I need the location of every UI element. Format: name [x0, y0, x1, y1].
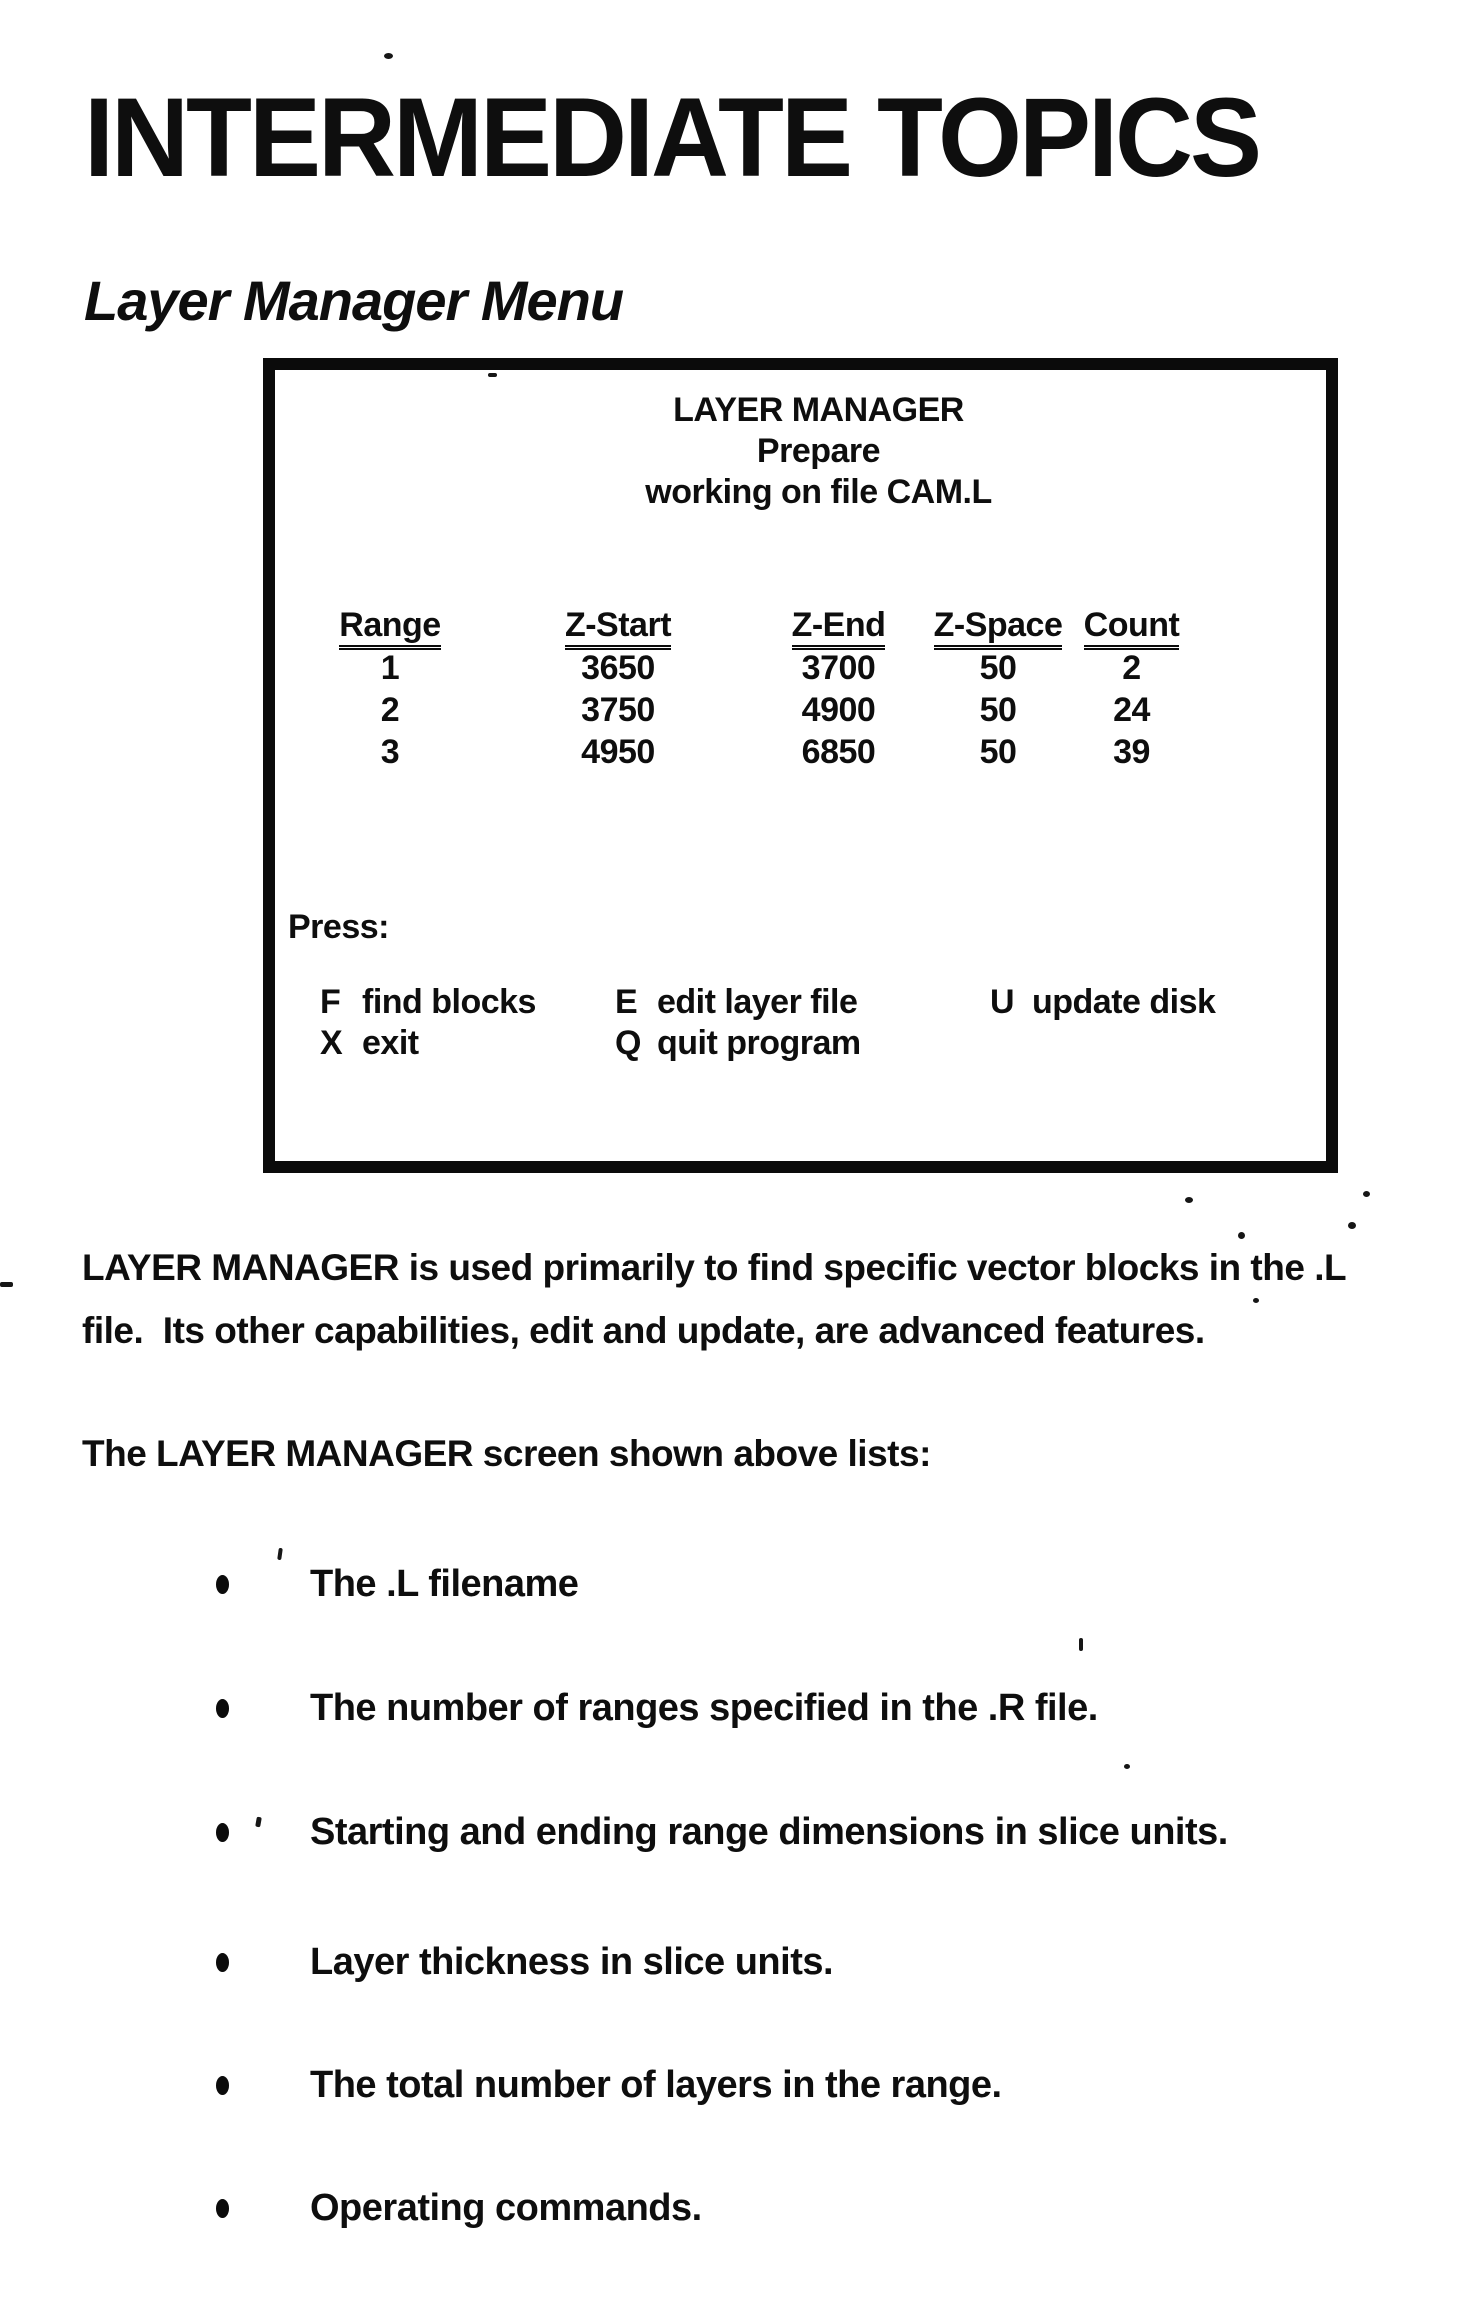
- command-key: Q: [615, 1024, 641, 1062]
- list-item-text: Operating commands.: [310, 2187, 702, 2229]
- list-item: [216, 1940, 1416, 1984]
- section-heading: Layer Manager Menu: [84, 269, 624, 332]
- command-label: find blocks: [362, 983, 536, 1021]
- table-cell: 50: [979, 649, 1017, 687]
- table-cell: 4900: [801, 691, 876, 729]
- scan-speck: [277, 1548, 283, 1560]
- scan-speck: [488, 373, 497, 377]
- page-title: INTERMEDIATE TOPICS: [84, 73, 1260, 200]
- table-cell: 2: [1122, 649, 1141, 687]
- command-exit: [320, 1023, 419, 1063]
- bullet-icon: [216, 1699, 229, 1718]
- scan-speck: [1079, 1638, 1083, 1651]
- table-cell: 24: [1113, 691, 1150, 729]
- table-column-range: [335, 607, 445, 773]
- table-cell: 50: [979, 691, 1017, 729]
- table-cell: 3700: [801, 649, 876, 687]
- scan-speck: [1253, 1298, 1259, 1303]
- list-lead-in: The LAYER MANAGER screen shown above lists:: [82, 1433, 931, 1474]
- command-label: update disk: [1032, 983, 1216, 1021]
- screen-header: LAYER MANAGER Prepare working on file CAM.L: [645, 391, 992, 511]
- bullet-icon: [216, 2199, 229, 2218]
- column-header-z-end: Z-End: [791, 607, 886, 647]
- table-column-z-end: [791, 607, 886, 773]
- table-column-count: [1079, 607, 1184, 773]
- intro-paragraph: LAYER MANAGER is used primarily to find specific vector blocks in the .L file. Its other capabilities, edit and update, are advanced features.: [82, 1247, 1347, 1351]
- command-label: exit: [362, 1024, 419, 1062]
- scan-speck: [1185, 1197, 1193, 1203]
- press-label: Press:: [288, 908, 389, 946]
- list-item-text: The .L filename: [310, 1563, 579, 1605]
- table-cell: 6850: [801, 733, 876, 771]
- table-cell: 3: [380, 733, 400, 771]
- bullet-icon: [216, 1575, 229, 1594]
- list-item: [216, 1810, 1416, 1854]
- column-header-z-start: Z-Start: [558, 607, 678, 647]
- command-quit-program: [615, 1023, 861, 1063]
- bullet-icon: [216, 2076, 229, 2095]
- column-header-range: Range: [335, 607, 445, 647]
- scan-speck: [1124, 1764, 1130, 1769]
- command-update-disk: [990, 982, 1215, 1022]
- table-cell: 3650: [581, 649, 655, 687]
- scan-speck: [1363, 1191, 1370, 1197]
- list-item-text: The total number of layers in the range.: [310, 2064, 1002, 2106]
- command-key: F: [320, 983, 341, 1021]
- command-label: edit layer file: [657, 983, 858, 1021]
- table-column-z-space: [933, 607, 1063, 773]
- table-cell: 39: [1113, 733, 1150, 771]
- table-cell: 1: [380, 649, 400, 687]
- list-item-text: Layer thickness in slice units.: [310, 1941, 834, 1983]
- scan-speck: [1238, 1232, 1245, 1239]
- table-column-z-start: [558, 607, 678, 773]
- bullet-icon: [216, 1823, 229, 1842]
- column-header-z-space: Z-Space: [933, 607, 1063, 647]
- list-item-text: Starting and ending range dimensions in slice units.: [310, 1811, 1228, 1853]
- command-find-blocks: [320, 982, 536, 1022]
- column-header-count: Count: [1079, 607, 1184, 647]
- command-key: E: [615, 983, 638, 1021]
- command-edit-layer-file: [615, 982, 857, 1022]
- list-item: [216, 1686, 1416, 1730]
- table-cell: 2: [380, 691, 400, 729]
- command-key: X: [320, 1024, 343, 1062]
- command-key: U: [990, 983, 1015, 1021]
- bullet-icon: [216, 1953, 229, 1972]
- scan-speck: [0, 1282, 13, 1287]
- list-item-text: The number of ranges specified in the .R file.: [310, 1687, 1098, 1729]
- scan-speck: [1348, 1222, 1356, 1229]
- list-item: [216, 2186, 1416, 2230]
- scan-speck: [384, 53, 393, 59]
- table-cell: 50: [979, 733, 1017, 771]
- list-item: [216, 2063, 1416, 2107]
- table-cell: 4950: [581, 733, 655, 771]
- list-item: [216, 1562, 1416, 1606]
- layer-manager-screen: [263, 358, 1338, 1173]
- command-label: quit program: [657, 1024, 861, 1062]
- table-cell: 3750: [581, 691, 655, 729]
